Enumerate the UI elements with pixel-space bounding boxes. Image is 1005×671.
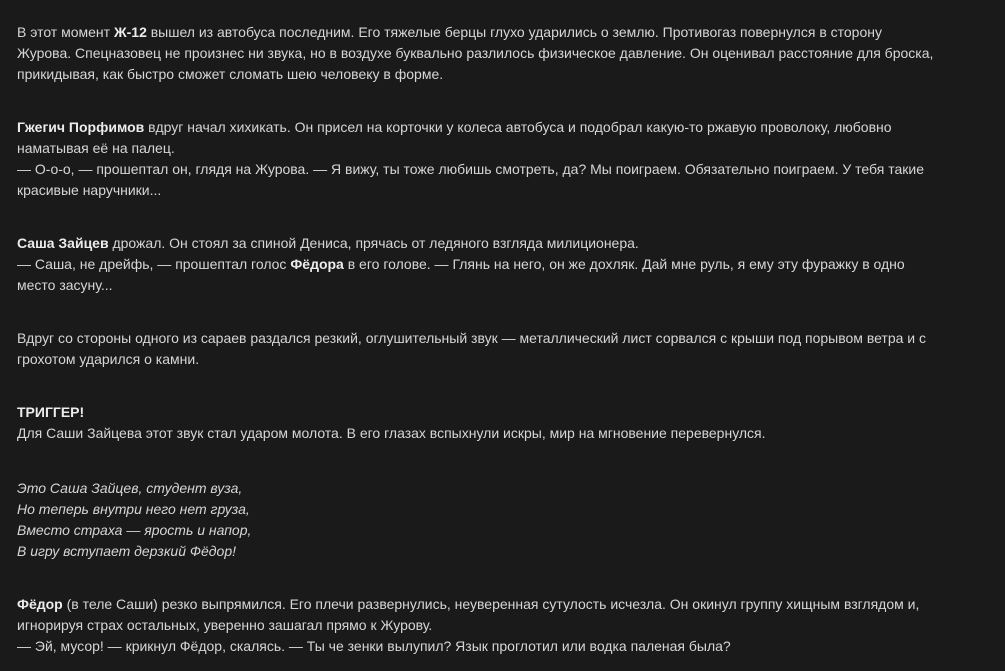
text-line: Журова. Спецназовец не произнес ни звука, но в воздухе буквально разлилось физическое давление. Он оценивал расстояние для броска, [17, 45, 934, 61]
text-line [17, 233, 979, 254]
paragraph-zh12 [17, 22, 979, 85]
text-span: вышел из автобуса последним. Его тяжелые берцы глухо ударились о землю. Противогаз повернулся в сторону [146, 24, 882, 40]
text-span: в его голове. — Глянь на него, он же дохляк. Дай мне руль, я ему эту фуражку в одно [343, 256, 905, 272]
text-line: игнорируя страх остальных, уверенно зашагал прямо к Журову. [17, 617, 433, 633]
text-span: дрожал. Он стоял за спиной Дениса, прячась от ледяного взгляда милиционера. [108, 235, 639, 251]
text-line [17, 117, 979, 138]
character-name-sasha: Саша Зайцев [17, 235, 109, 251]
character-name-zh12: Ж-12 [113, 24, 147, 40]
text-line: грохотом ударился о камни. [17, 351, 200, 367]
dialogue-line: — О-о-о, — прошептал он, глядя на Журова. — Я вижу, ты тоже любишь смотреть, да? Мы поиграем. Обязательно поиграем. У тебя такие [17, 161, 924, 177]
text-line: Для Саши Зайцева этот звук стал ударом молота. В его глазах вспыхнули искры, мир на мгновение перевернулся. [17, 425, 766, 441]
text-span: — Саша, не дрейфь, — прошептал голос [17, 256, 291, 272]
character-name-porfimov: Гжегич Порфимов [17, 119, 145, 135]
verse-line: В игру вступает дерзкий Фёдор! [17, 543, 237, 559]
text-line [17, 22, 979, 43]
paragraph-fedor [17, 594, 979, 657]
verse-line: Но теперь внутри него нет груза, [17, 501, 250, 517]
character-name-fedor: Фёдора [290, 256, 344, 272]
trigger-heading [17, 402, 979, 423]
paragraph-sound [17, 328, 979, 370]
text-line: место засуну... [17, 277, 113, 293]
text-line: наматывая её на палец. [17, 140, 175, 156]
verse-block [17, 478, 979, 562]
paragraph-sasha [17, 233, 979, 296]
text-span: В этот момент [17, 24, 114, 40]
verse-line: Вместо страха — ярость и напор, [17, 522, 252, 538]
text-line: прикидывая, как быстро сможет сломать шею человеку в форме. [17, 66, 444, 82]
verse-line: Это Саша Зайцев, студент вуза, [17, 480, 243, 496]
text-line [17, 594, 979, 615]
text-span: вдруг начал хихикать. Он присел на корточки у колеса автобуса и подобрал какую-то ржавую проволоку, любовно [144, 119, 892, 135]
paragraph-porfimov [17, 117, 979, 201]
dialogue-line [17, 254, 979, 275]
character-name-fedor: Фёдор [17, 596, 63, 612]
trigger-label: ТРИГГЕР! [17, 404, 85, 420]
paragraph-trigger [17, 402, 979, 444]
text-span: (в теле Саши) резко выпрямился. Его плечи развернулись, неуверенная сутулость исчезла. Он окинул группу хищным взглядом и, [62, 596, 920, 612]
text-line: Вдруг со стороны одного из сараев раздался резкий, оглушительный звук — металлический лист сорвался с крыши под порывом ветра и с [17, 330, 927, 346]
text-line: красивые наручники... [17, 182, 162, 198]
dialogue-line: — Эй, мусор! — крикнул Фёдор, скалясь. — Ты че зенки вылупил? Язык проглотил или водка паленая была? [17, 638, 731, 654]
